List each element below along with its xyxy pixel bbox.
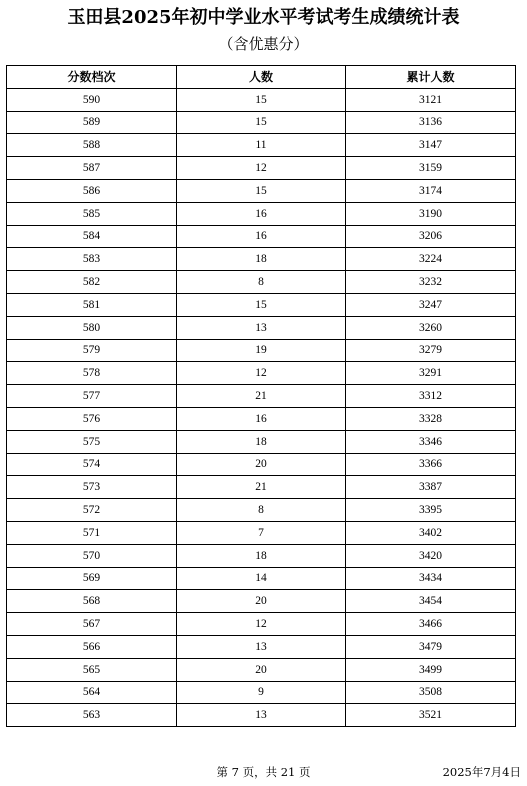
cell-cumulative-count: 3420 xyxy=(346,544,516,567)
cell-cumulative-count: 3312 xyxy=(346,385,516,408)
table-row xyxy=(7,476,516,499)
cell-count: 13 xyxy=(177,316,346,339)
document-subtitle: （含优惠分） xyxy=(218,35,309,53)
cell-cumulative-count: 3232 xyxy=(346,271,516,294)
table-body xyxy=(7,88,516,726)
cell-cumulative-count: 3260 xyxy=(346,316,516,339)
cell-count: 15 xyxy=(177,179,346,202)
cell-cumulative-count: 3136 xyxy=(346,111,516,134)
cell-count: 9 xyxy=(177,681,346,704)
table-header-row xyxy=(7,66,516,89)
score-statistics-table xyxy=(6,65,516,727)
cell-score-level: 574 xyxy=(7,453,177,476)
cell-cumulative-count: 3387 xyxy=(346,476,516,499)
table-row xyxy=(7,613,516,636)
cell-score-level: 578 xyxy=(7,362,177,385)
cell-cumulative-count: 3499 xyxy=(346,658,516,681)
cell-cumulative-count: 3224 xyxy=(346,248,516,271)
cell-score-level: 589 xyxy=(7,111,177,134)
table-row xyxy=(7,202,516,225)
cell-score-level: 573 xyxy=(7,476,177,499)
cell-score-level: 564 xyxy=(7,681,177,704)
table-row xyxy=(7,88,516,111)
cell-count: 18 xyxy=(177,544,346,567)
table-row xyxy=(7,248,516,271)
publish-date: 2025年7月4日 xyxy=(442,765,521,779)
table-row xyxy=(7,293,516,316)
cell-score-level: 569 xyxy=(7,567,177,590)
cell-count: 18 xyxy=(177,248,346,271)
cell-score-level: 565 xyxy=(7,658,177,681)
table-row xyxy=(7,362,516,385)
cell-cumulative-count: 3479 xyxy=(346,635,516,658)
table-row xyxy=(7,157,516,180)
cell-count: 15 xyxy=(177,111,346,134)
cell-score-level: 580 xyxy=(7,316,177,339)
cell-score-level: 581 xyxy=(7,293,177,316)
cell-score-level: 586 xyxy=(7,179,177,202)
cell-count: 8 xyxy=(177,499,346,522)
cell-cumulative-count: 3121 xyxy=(346,88,516,111)
cell-count: 20 xyxy=(177,453,346,476)
cell-count: 12 xyxy=(177,613,346,636)
cell-count: 13 xyxy=(177,704,346,727)
table-row xyxy=(7,316,516,339)
cell-score-level: 590 xyxy=(7,88,177,111)
cell-score-level: 575 xyxy=(7,430,177,453)
document-title: 玉田县2025年初中学业水平考试考生成绩统计表 xyxy=(67,7,460,28)
table-row xyxy=(7,681,516,704)
cell-count: 15 xyxy=(177,293,346,316)
cell-cumulative-count: 3521 xyxy=(346,704,516,727)
cell-count: 21 xyxy=(177,476,346,499)
page-number: 第 7 页，共 21 页 xyxy=(216,765,311,779)
cell-cumulative-count: 3190 xyxy=(346,202,516,225)
cell-score-level: 585 xyxy=(7,202,177,225)
table-row xyxy=(7,658,516,681)
cell-cumulative-count: 3279 xyxy=(346,339,516,362)
header-cumulative-count: 累计人数 xyxy=(346,66,516,89)
cell-count: 15 xyxy=(177,88,346,111)
cell-score-level: 572 xyxy=(7,499,177,522)
cell-count: 16 xyxy=(177,225,346,248)
table-row xyxy=(7,544,516,567)
cell-count: 13 xyxy=(177,635,346,658)
cell-score-level: 579 xyxy=(7,339,177,362)
table-row xyxy=(7,430,516,453)
cell-cumulative-count: 3147 xyxy=(346,134,516,157)
table-row xyxy=(7,521,516,544)
cell-count: 14 xyxy=(177,567,346,590)
table-row xyxy=(7,385,516,408)
cell-count: 21 xyxy=(177,385,346,408)
header-count: 人数 xyxy=(177,66,346,89)
cell-score-level: 587 xyxy=(7,157,177,180)
cell-cumulative-count: 3328 xyxy=(346,407,516,430)
table-row xyxy=(7,111,516,134)
cell-count: 19 xyxy=(177,339,346,362)
cell-cumulative-count: 3402 xyxy=(346,521,516,544)
cell-cumulative-count: 3466 xyxy=(346,613,516,636)
cell-count: 20 xyxy=(177,658,346,681)
cell-cumulative-count: 3174 xyxy=(346,179,516,202)
table-row xyxy=(7,567,516,590)
cell-count: 11 xyxy=(177,134,346,157)
cell-cumulative-count: 3434 xyxy=(346,567,516,590)
cell-score-level: 576 xyxy=(7,407,177,430)
table-row xyxy=(7,499,516,522)
cell-score-level: 571 xyxy=(7,521,177,544)
table-row xyxy=(7,271,516,294)
table-row xyxy=(7,179,516,202)
cell-cumulative-count: 3395 xyxy=(346,499,516,522)
cell-score-level: 566 xyxy=(7,635,177,658)
cell-count: 18 xyxy=(177,430,346,453)
table-row xyxy=(7,635,516,658)
cell-score-level: 568 xyxy=(7,590,177,613)
table-row xyxy=(7,453,516,476)
table-row xyxy=(7,407,516,430)
table-row xyxy=(7,339,516,362)
table-row xyxy=(7,704,516,727)
cell-count: 8 xyxy=(177,271,346,294)
cell-cumulative-count: 3454 xyxy=(346,590,516,613)
cell-count: 20 xyxy=(177,590,346,613)
cell-score-level: 583 xyxy=(7,248,177,271)
cell-cumulative-count: 3159 xyxy=(346,157,516,180)
table-row xyxy=(7,590,516,613)
cell-cumulative-count: 3206 xyxy=(346,225,516,248)
cell-count: 16 xyxy=(177,202,346,225)
cell-score-level: 567 xyxy=(7,613,177,636)
cell-cumulative-count: 3508 xyxy=(346,681,516,704)
cell-count: 16 xyxy=(177,407,346,430)
cell-count: 12 xyxy=(177,362,346,385)
cell-score-level: 582 xyxy=(7,271,177,294)
cell-count: 7 xyxy=(177,521,346,544)
cell-count: 12 xyxy=(177,157,346,180)
cell-cumulative-count: 3366 xyxy=(346,453,516,476)
cell-cumulative-count: 3247 xyxy=(346,293,516,316)
cell-cumulative-count: 3346 xyxy=(346,430,516,453)
header-score-level: 分数档次 xyxy=(7,66,177,89)
cell-score-level: 588 xyxy=(7,134,177,157)
cell-score-level: 577 xyxy=(7,385,177,408)
table-row xyxy=(7,225,516,248)
cell-cumulative-count: 3291 xyxy=(346,362,516,385)
table-row xyxy=(7,134,516,157)
cell-score-level: 584 xyxy=(7,225,177,248)
cell-score-level: 563 xyxy=(7,704,177,727)
cell-score-level: 570 xyxy=(7,544,177,567)
